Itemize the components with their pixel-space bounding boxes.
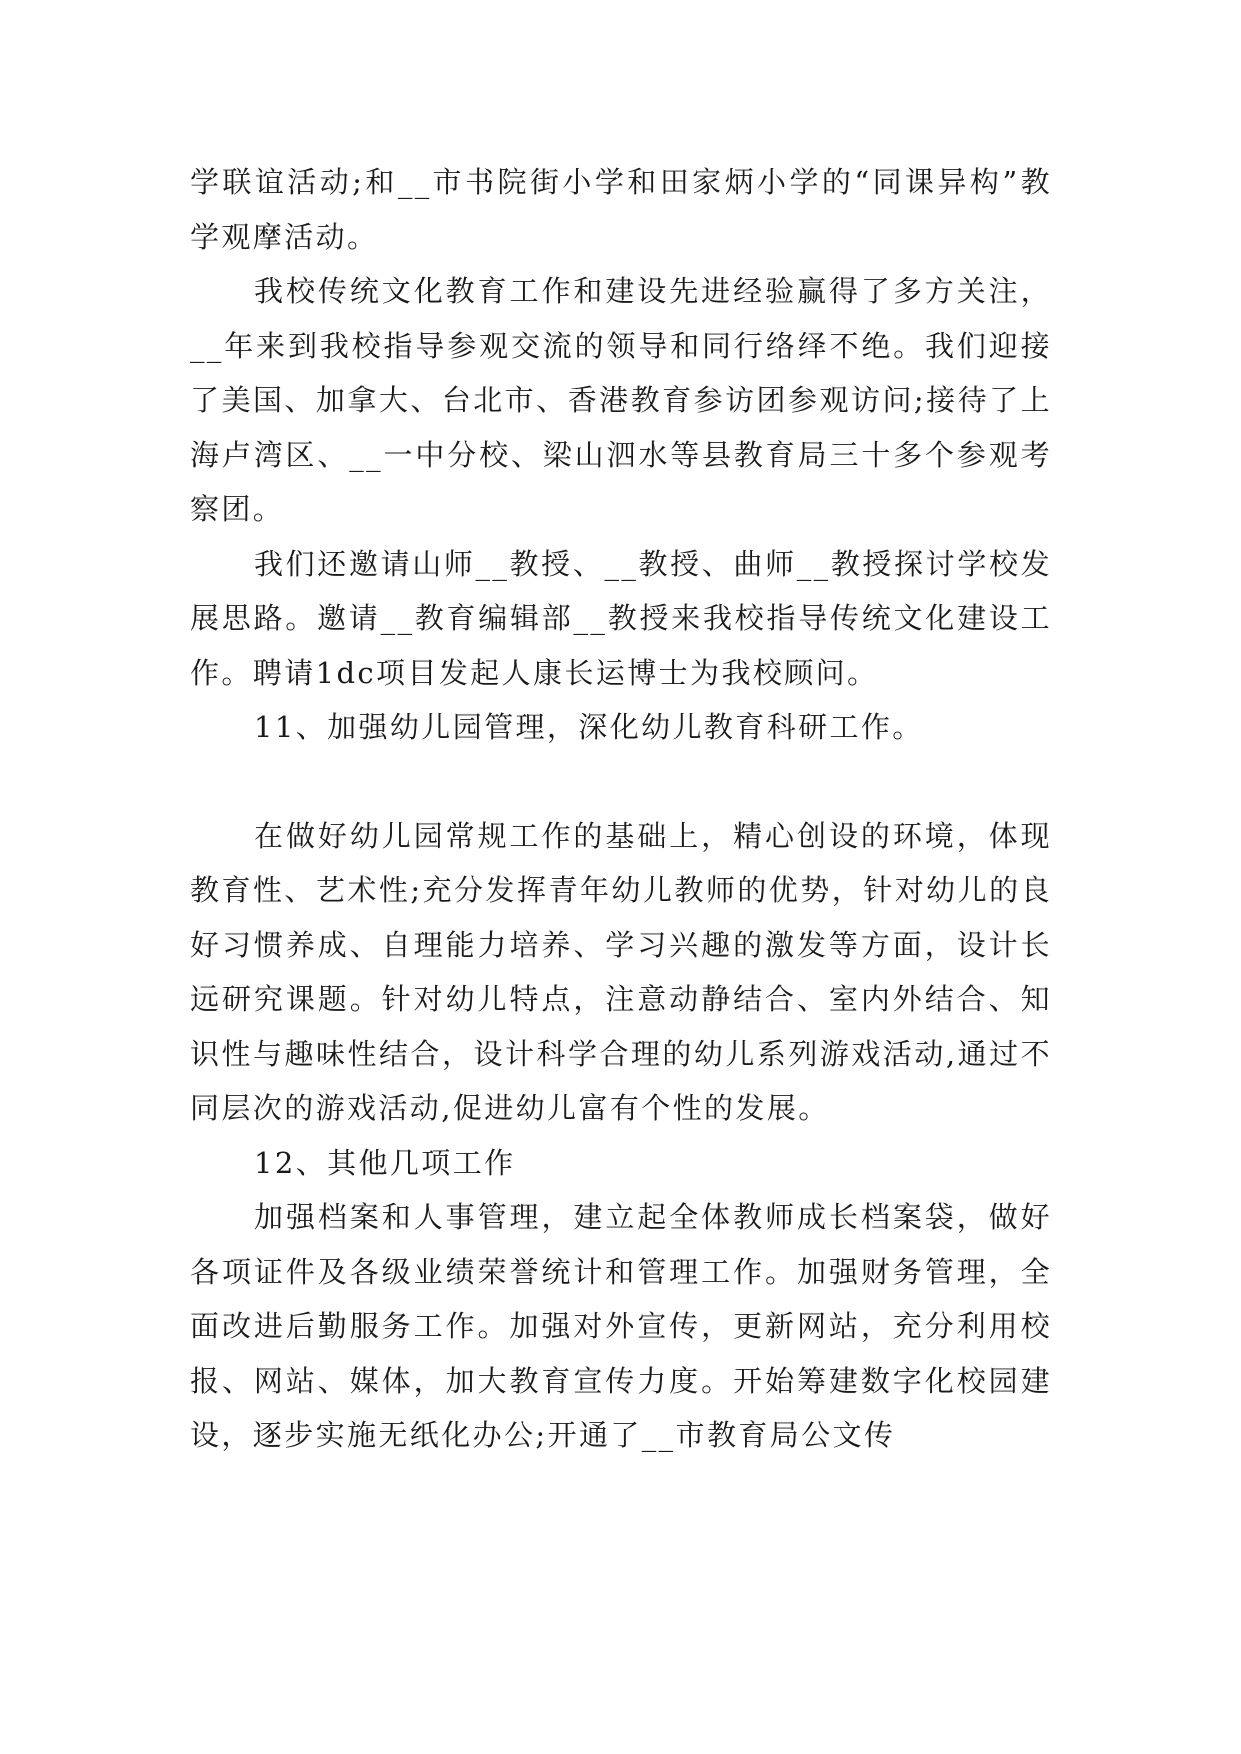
- paragraph-spacer: [190, 755, 1052, 809]
- paragraph-exchange-activities: 学联谊活动;和__市书院街小学和田家炳小学的“同课异构”教学观摩活动。: [190, 165, 1052, 254]
- document-body: [190, 155, 1052, 1463]
- paragraph-visits: 我校传统文化教育工作和建设先进经验赢得了多方关注，__年来到我校指导参观交流的领导和同行络绎不绝。我们迎接了美国、加拿大、台北市、香港教育参访团参观访问;接待了上海卢湾区、__一中分校、梁山泗水等县教育局三十多个参观考察团。: [190, 274, 1052, 526]
- paragraph-kindergarten-work: 在做好幼儿园常规工作的基础上，精心创设的环境，体现教育性、艺术性;充分发挥青年幼儿教师的优势，针对幼儿的良好习惯养成、自理能力培养、学习兴趣的激发等方面，设计长远研究课题。针对幼儿特点，注意动静结合、室内外结合、知识性与趣味性结合，设计科学合理的幼儿系列游戏活动,通过不同层次的游戏活动,促进幼儿富有个性的发展。: [190, 818, 1052, 1125]
- heading-other-work: 12、其他几项工作: [254, 1145, 516, 1180]
- paragraph-administration: 加强档案和人事管理，建立起全体教师成长档案袋，做好各项证件及各级业绩荣誉统计和管理工作。加强财务管理，全面改进后勤服务工作。加强对外宣传，更新网站，充分利用校报、网站、媒体，加大教育宣传力度。开始筹建数字化校园建设，逐步实施无纸化办公;开通了__市教育局公文传: [190, 1200, 1052, 1452]
- paragraph-expert-guidance: 我们还邀请山师__教授、__教授、曲师__教授探讨学校发展思路。邀请__教育编辑部__教授来我校指导传统文化建设工作。聘请1dc项目发起人康长运博士为我校顾问。: [190, 546, 1052, 690]
- heading-kindergarten-management: 11、加强幼儿园管理，深化幼儿教育科研工作。: [254, 710, 924, 744]
